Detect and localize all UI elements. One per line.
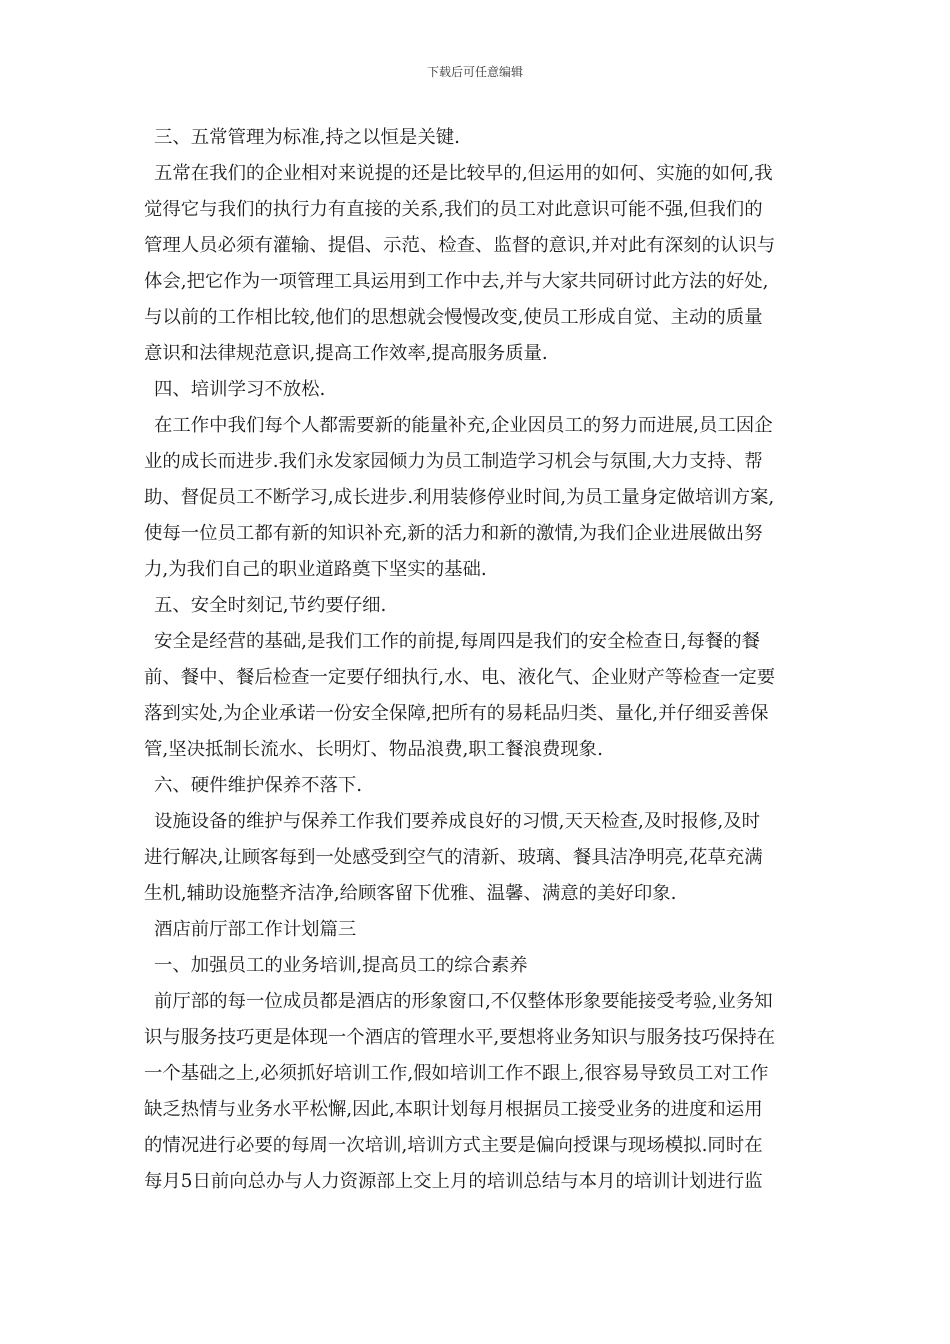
text-line: 落到实处,为企业承诺一份安全保障,把所有的易耗品归类、量化,并仔细妥善保	[144, 703, 769, 724]
section-heading: 四、培训学习不放松.	[154, 379, 326, 400]
text-line: 前厅部的每一位成员都是酒店的形象窗口,不仅整体形象要能接受考验,业务知	[154, 991, 773, 1012]
section-heading: 五、安全时刻记,节约要仔细.	[154, 595, 387, 616]
page-header: 下载后可任意编辑	[426, 65, 523, 79]
text-line: 前、餐中、餐后检查一定要仔细执行,水、电、液化气、企业财产等检查一定要	[144, 667, 776, 688]
text-line: 每月5日前向总办与人力资源部上交上月的培训总结与本月的培训计划进行监	[144, 1171, 763, 1192]
section-heading: 六、硬件维护保养不落下.	[154, 775, 363, 796]
text-line: 三、五常管理为标准,持之以恒是关键.	[154, 127, 460, 148]
text-line: 意识和法律规范意识,提高工作效率,提高服务质量.	[144, 343, 548, 364]
text-line: 觉得它与我们的执行力有直接的关系,我们的员工对此意识可能不强,但我们的	[144, 199, 763, 220]
text-line: 管理人员必须有灌输、提倡、示范、检查、监督的意识,并对此有深刻的认识与	[144, 235, 776, 256]
text-line: 缺乏热情与业务水平松懈,因此,本职计划每月根据员工接受业务的进度和运用	[144, 1099, 763, 1120]
text-line: 体会,把它作为一项管理工具运用到工作中去,并与大家共同研讨此方法的好处,	[144, 271, 769, 292]
text-line: 设施设备的维护与保养工作我们要养成良好的习惯,天天检查,及时报修,及时	[154, 811, 761, 832]
text-line: 一个基础之上,必须抓好培训工作,假如培训工作不跟上,很容易导致员工对工作	[144, 1063, 769, 1084]
text-line: 生机,辅助设施整齐洁净,给顾客留下优雅、温馨、满意的美好印象.	[144, 883, 677, 904]
text-line: 力,为我们自己的职业道路奠下坚实的基础.	[144, 559, 487, 580]
document-body	[144, 120, 812, 1200]
text-line: 的情况进行必要的每周一次培训,培训方式主要是偏向授课与现场模拟.同时在	[144, 1135, 763, 1156]
text-line: 与以前的工作相比较,他们的思想就会慢慢改变,使员工形成自觉、主动的质量	[144, 307, 763, 328]
chapter-title: 酒店前厅部工作计划篇三	[154, 919, 357, 940]
text-line: 管,坚决抵制长流水、长明灯、物品浪费,职工餐浪费现象.	[144, 739, 603, 760]
section-heading: 一、加强员工的业务培训,提高员工的综合素养	[154, 955, 528, 976]
text-line: 五常在我们的企业相对来说提的还是比较早的,但运用的如何、实施的如何,我	[154, 163, 773, 184]
text-line: 在工作中我们每个人都需要新的能量补充,企业因员工的努力而进展,员工因企	[154, 415, 773, 436]
text-line: 助、督促员工不断学习,成长进步.利用装修停业时间,为员工量身定做培训方案,	[144, 487, 775, 508]
text-line: 使每一位员工都有新的知识补充,新的活力和新的激情,为我们企业进展做出努	[144, 523, 763, 544]
text-line: 业的成长而进步.我们永发家园倾力为员工制造学习机会与氛围,大力支持、帮	[144, 451, 763, 472]
text-line: 进行解决,让顾客每到一处感受到空气的清新、玻璃、餐具洁净明亮,花草充满	[144, 847, 763, 868]
text-line: 识与服务技巧更是体现一个酒店的管理水平,要想将业务知识与服务技巧保持在	[144, 1027, 776, 1048]
text-line: 安全是经营的基础,是我们工作的前提,每周四是我们的安全检查日,每餐的餐	[154, 631, 761, 652]
